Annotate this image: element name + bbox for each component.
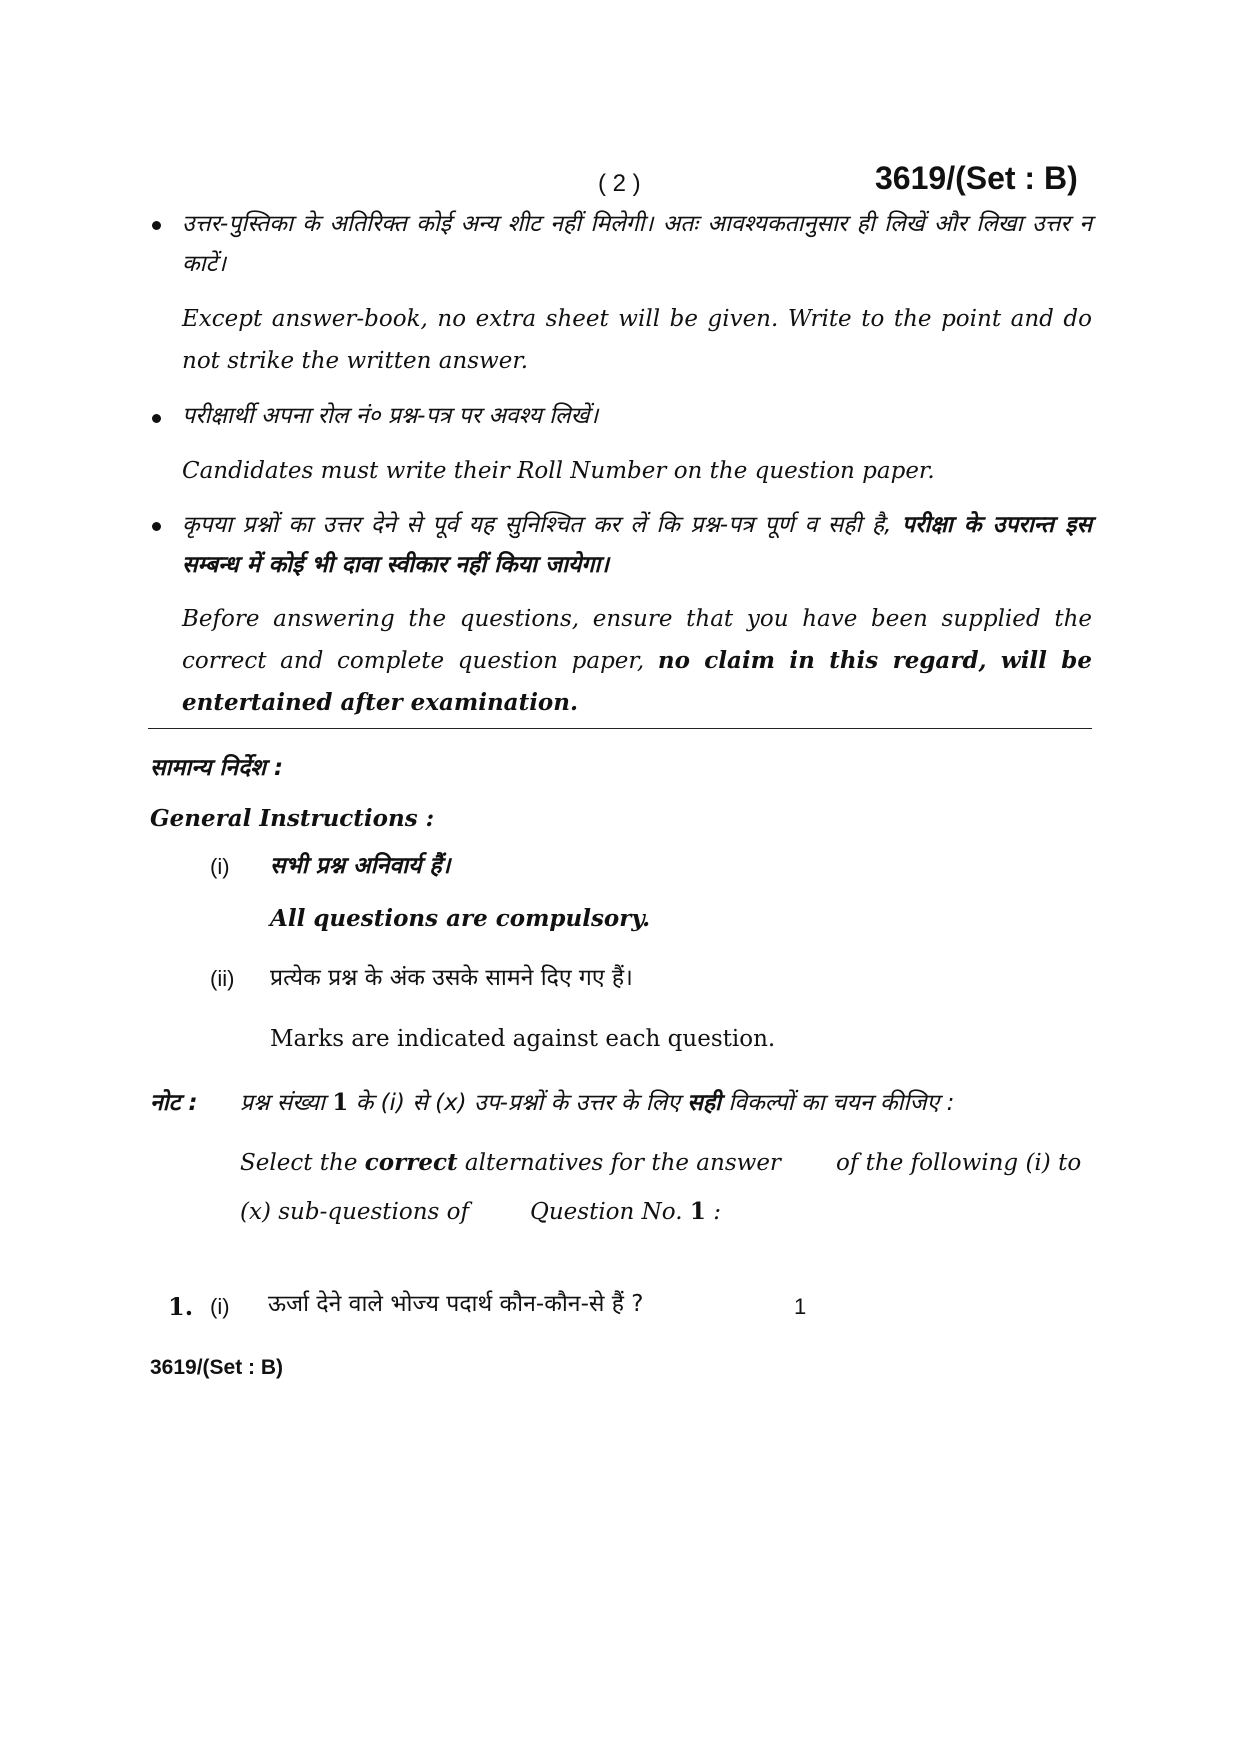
instruction-3-hindi-bold: परीक्षा के उपरान्त इस सम्बन्ध में कोई भी दावा स्वीकार नहीं किया जायेगा। bbox=[182, 512, 1092, 578]
instruction-3-english-bold: no claim in this regard, will be entertained after examination. bbox=[182, 647, 1092, 716]
paper-code-footer: 3619/(Set : B) bbox=[150, 1356, 284, 1379]
instruction-3-english-text: Before answering the questions, ensure that you have been supplied the correct and complete question paper, bbox=[182, 606, 1092, 674]
divider-line bbox=[148, 728, 1092, 729]
note-english-after: alternatives for the answer bbox=[464, 1150, 781, 1176]
general-item-1-hindi: सभी प्रश्न अनिवार्य हैं। bbox=[270, 853, 451, 879]
question-marks: 1 bbox=[794, 1294, 807, 1319]
note-hindi-after: विकल्पों का चयन कीजिए : bbox=[728, 1090, 955, 1116]
page-number: ( 2 ) bbox=[598, 170, 641, 197]
instruction-3-hindi-text: कृपया प्रश्नों का उत्तर देने से पूर्व यह सुनिश्चित कर लें कि प्रश्न-पत्र पूर्ण व सही है, bbox=[182, 512, 892, 538]
general-item-2-hindi: प्रत्येक प्रश्न के अंक उसके सामने दिए गए हैं। bbox=[270, 965, 633, 991]
question-number: 1. bbox=[168, 1292, 194, 1321]
note-english-line1-end: of the following (i) to bbox=[836, 1150, 1082, 1176]
note-english-question-label: Question No. bbox=[530, 1199, 683, 1225]
general-item-1-english: All questions are compulsory. bbox=[270, 905, 651, 932]
instruction-2-hindi: परीक्षार्थी अपना रोल नं० प्रश्न-पत्र पर अवश्य लिखें। bbox=[182, 403, 599, 429]
instruction-1-english: Except answer-book, no extra sheet will be given. Write to the point and do not strike the written answer. bbox=[182, 306, 1092, 374]
note-label: नोट : bbox=[150, 1090, 198, 1116]
note-hindi-middle: के (i) से (x) उप-प्रश्नों के उत्तर के लिए bbox=[355, 1090, 680, 1116]
bullet-1 bbox=[152, 221, 161, 230]
note-english-line2-end bbox=[530, 1191, 721, 1233]
note-question-number: 1 bbox=[332, 1089, 349, 1116]
instruction-3-english bbox=[182, 598, 1092, 724]
note-hindi-before: प्रश्न संख्या bbox=[240, 1090, 325, 1116]
bullet-2 bbox=[152, 414, 161, 423]
note-hindi-bold: सही bbox=[687, 1090, 722, 1116]
note-english-line2-start: (x) sub-questions of bbox=[240, 1199, 470, 1225]
question-sub-label: (i) bbox=[210, 1294, 230, 1319]
note-english-question-number: 1 bbox=[689, 1198, 706, 1225]
general-heading-english: General Instructions : bbox=[150, 805, 435, 832]
question-text: ऊर्जा देने वाले भोज्य पदार्थ कौन-कौन-से हैं ? bbox=[268, 1291, 644, 1317]
instruction-3-hindi bbox=[182, 505, 1092, 585]
note-english-line1-start bbox=[240, 1142, 781, 1184]
note-english-bold: correct bbox=[364, 1149, 458, 1176]
general-item-1-label: (i) bbox=[210, 854, 230, 879]
general-heading-hindi: सामान्य निर्देश : bbox=[150, 755, 284, 781]
instruction-2-english: Candidates must write their Roll Number on the question paper. bbox=[182, 458, 935, 484]
instruction-1-hindi: उत्तर-पुस्तिका के अतिरिक्त कोई अन्य शीट नहीं मिलेगी। अतः आवश्यकतानुसार ही लिखें और लिखा उत्तर न काटें। bbox=[182, 211, 1092, 277]
general-item-2-label: (ii) bbox=[210, 966, 235, 991]
note-english-colon: : bbox=[713, 1199, 721, 1225]
note-english-before: Select the bbox=[240, 1150, 358, 1176]
general-item-2-english: Marks are indicated against each question. bbox=[270, 1026, 776, 1052]
note-hindi bbox=[240, 1083, 1092, 1123]
paper-code-header: 3619/(Set : B) bbox=[875, 160, 1078, 196]
bullet-3 bbox=[152, 522, 161, 531]
